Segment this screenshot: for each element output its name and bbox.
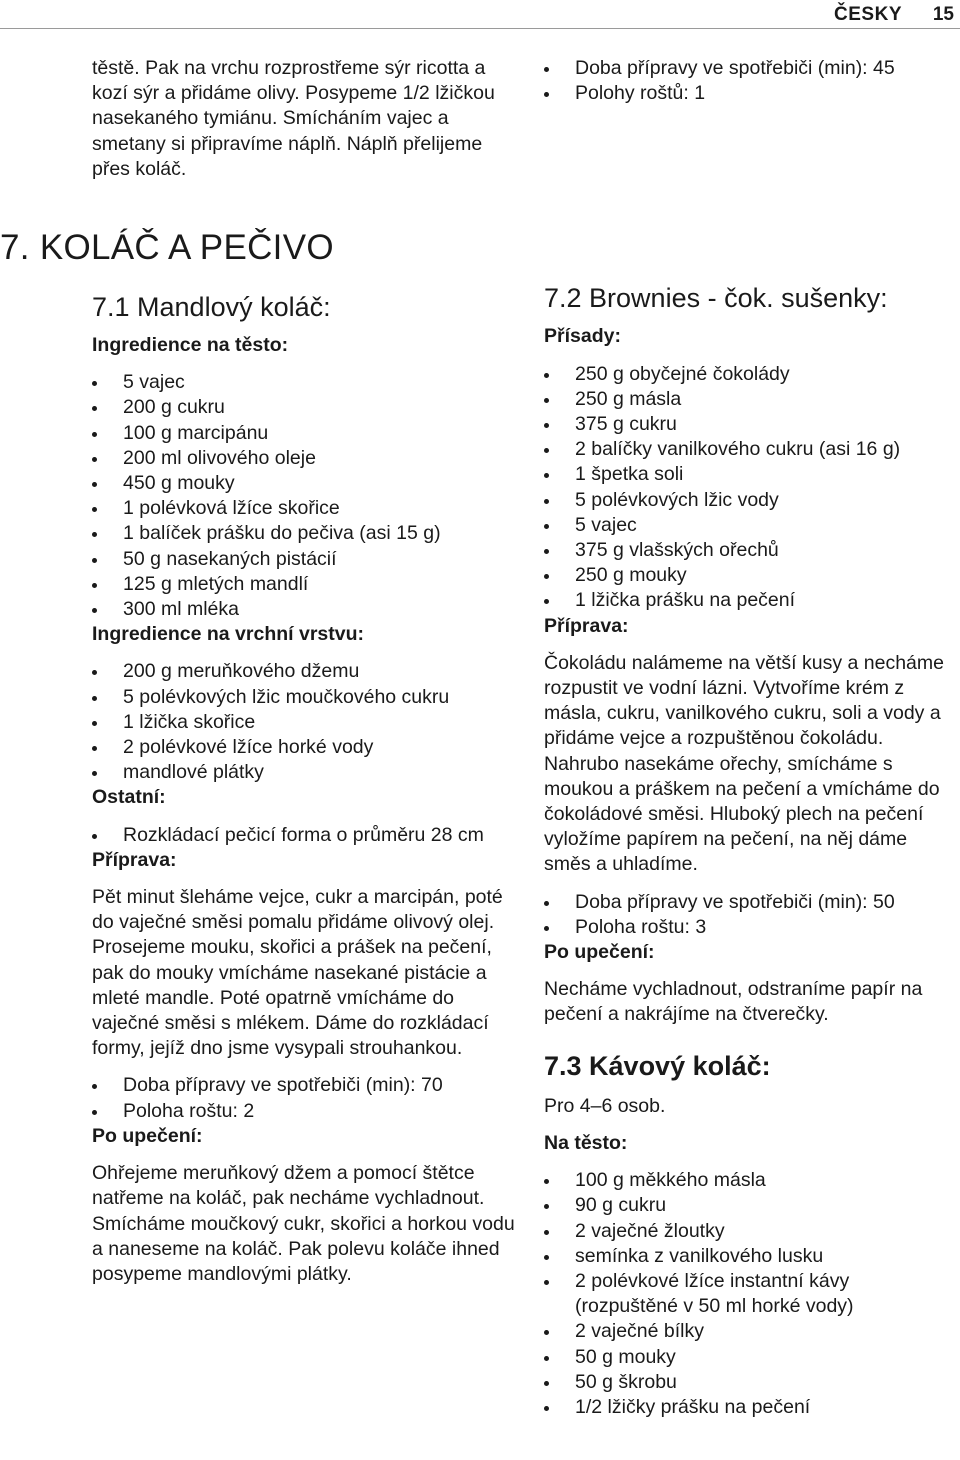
list-item [544, 1168, 956, 1193]
after-text-left: Ohřejeme meruňkový džem a pomocí štětce natřeme na koláč, pak necháme vychladnout. Smícháme moučkový cukr, skořici a horkou vodu a naneseme na koláč. Pak polevu koláče ihned posypeme mandlovými plátky. [92, 1162, 515, 1285]
after-heading-right: Po upečení: [544, 941, 655, 964]
list-item-text: 2 vaječné žloutky [575, 1219, 725, 1242]
top-settings-list [544, 56, 956, 106]
bullet-icon [544, 1230, 549, 1235]
bullet-icon [544, 524, 549, 529]
bullet-icon [544, 67, 549, 72]
list-item [92, 521, 517, 546]
list-item [544, 488, 956, 513]
bullet-icon [92, 771, 97, 776]
list-item-text: semínka z vanilkového lusku [575, 1244, 824, 1267]
list-item [544, 588, 956, 613]
right-column [544, 56, 956, 1420]
prep-heading-left: Příprava: [92, 848, 177, 871]
bullet-icon [544, 1330, 549, 1335]
list-item [92, 710, 517, 735]
list-item [544, 915, 956, 940]
section-title-mandlovy: 7.1 Mandlový koláč: [92, 292, 331, 322]
other-list [92, 823, 517, 848]
list-item-text: 2 polévkové lžíce instantní kávy (rozpuštěné v 50 ml horké vody) [575, 1269, 854, 1318]
list-item-text: 200 g meruňkového džemu [123, 660, 360, 683]
dough-heading: Ingredience na těsto: [92, 334, 289, 356]
topping-heading: Ingredience na vrchní vrstvu: [92, 623, 365, 646]
list-item [544, 1395, 956, 1420]
list-item [544, 412, 956, 437]
list-item [544, 1319, 956, 1344]
list-item-text: 1 lžička prášku na pečení [575, 589, 796, 612]
bullet-icon [92, 721, 97, 726]
list-item [92, 572, 517, 597]
bullet-icon [92, 834, 97, 839]
bullet-icon [92, 507, 97, 512]
list-item-text: 250 g mouky [575, 564, 687, 587]
list-item [544, 81, 956, 106]
list-item-text: 250 g obyčejné čokolády [575, 362, 790, 385]
settings-list-left [92, 1073, 517, 1123]
bullet-icon [92, 696, 97, 701]
list-item-text: 375 g cukru [575, 413, 677, 436]
bullet-icon [92, 532, 97, 537]
list-item [544, 1244, 956, 1269]
bullet-icon [92, 482, 97, 487]
bullet-icon [92, 608, 97, 613]
bullet-icon [92, 406, 97, 411]
list-item-text: 2 balíčky vanilkového cukru (asi 16 g) [575, 438, 901, 461]
list-item-text: Doba přípravy ve spotřebiči (min): 45 [575, 57, 895, 79]
bullet-icon [544, 599, 549, 604]
bullet-icon [544, 499, 549, 504]
list-item-text: 50 g mouky [575, 1345, 676, 1368]
list-item [544, 362, 956, 387]
list-item-text: 5 vajec [575, 513, 637, 536]
bullet-icon [92, 746, 97, 751]
list-item [544, 437, 956, 462]
list-item [92, 446, 517, 471]
list-item-text: Doba přípravy ve spotřebiči (min): 50 [575, 890, 895, 913]
list-item [92, 471, 517, 496]
list-item-text: 2 polévkové lžíce horké vody [123, 736, 374, 759]
list-item-text: 50 g škrobu [575, 1370, 677, 1393]
bullet-icon [92, 1110, 97, 1115]
after-heading-left: Po upečení: [92, 1124, 203, 1147]
intro-paragraph: těstě. Pak na vrchu rozprostřeme sýr ricotta a kozí sýr a přidáme olivy. Posypeme 1/2 lžičkou nasekaného tymiánu. Smícháním vajec a smetany si připravíme náplň. Náplň přelijeme přes koláč. [92, 57, 495, 180]
prep-text-left: Pět minut šleháme vejce, cukr a marcipán, poté do vaječné směsi pomalu přidáme olivový olej. Prosejeme mouku, skořici a prášek na pečení, pak do mouky vmícháme nasekané pistácie a mleté mandle. Poté opatrně vmícháme do vaječné směsi s mlékem. Dáme do rozkládací formy, jejíž dno jsme vysypali strouhankou. [92, 886, 503, 1060]
list-item [92, 370, 517, 395]
bullet-icon [544, 398, 549, 403]
page-header [0, 0, 960, 29]
list-item [92, 1073, 517, 1098]
list-item [92, 547, 517, 572]
bullet-icon [544, 549, 549, 554]
list-item-text: 250 g másla [575, 387, 682, 410]
list-item-text: 1 polévková lžíce skořice [123, 497, 340, 520]
bullet-icon [544, 92, 549, 97]
list-item-text: 450 g mouky [123, 472, 235, 495]
list-item-text: 1 lžička skořice [123, 710, 256, 733]
list-item-text: 100 g měkkého másla [575, 1169, 766, 1192]
bullet-icon [544, 373, 549, 378]
bullet-icon [92, 583, 97, 588]
bullet-icon [544, 448, 549, 453]
list-item [92, 735, 517, 760]
bullet-icon [92, 1084, 97, 1089]
list-item-text: 50 g nasekaných pistácií [123, 547, 337, 570]
ingredients-heading: Přísady: [544, 325, 621, 348]
list-item-text: Polohy roštů: 1 [575, 82, 706, 105]
bullet-icon [544, 1381, 549, 1386]
list-item [544, 890, 956, 915]
ingredients-list [544, 362, 956, 614]
list-item [92, 659, 517, 684]
bullet-icon [544, 1255, 549, 1260]
list-item-text: 5 polévkových lžic vody [575, 488, 779, 511]
list-item-text: 125 g mletých mandlí [123, 572, 309, 595]
bullet-icon [544, 423, 549, 428]
list-item-text: 375 g vlašských ořechů [575, 539, 779, 562]
bullet-icon [92, 558, 97, 563]
list-item-text: Rozkládací pečicí forma o průměru 28 cm [123, 823, 484, 846]
list-item [544, 387, 956, 412]
list-item-text: 100 g marcipánu [123, 421, 269, 444]
bullet-icon [92, 432, 97, 437]
topping-list [92, 659, 517, 785]
prep-text-right: Čokoládu nalámeme na větší kusy a necháme rozpustit ve vodní lázni. Vytvoříme krém z másla, cukru, vanilkového cukru, soli a vody a přidáme vejce a rozpuštěnou čokoládu. Nahrubo nasekáme ořechy, smícháme s moukou a práškem na pečení a vmícháme do čokoládové směsi. Hluboký plech na pečení vyložíme papírem na pečení, na něj dáme směs a uhladíme. [544, 651, 944, 876]
list-item [544, 538, 956, 563]
list-item [544, 1193, 956, 1218]
list-item [544, 513, 956, 538]
chapter-title: 7. KOLÁČ A PEČIVO [0, 228, 334, 267]
bullet-icon [544, 1406, 549, 1411]
list-item-text: Poloha roštu: 2 [123, 1099, 255, 1122]
list-item [92, 1099, 517, 1124]
list-item-text: 1 balíček prášku do pečiva (asi 15 g) [123, 522, 441, 545]
list-item [92, 421, 517, 446]
list-item [92, 760, 517, 785]
list-item-text: 200 ml olivového oleje [123, 446, 316, 469]
list-item [544, 56, 956, 81]
dough-list [92, 370, 517, 622]
list-item-text: Doba přípravy ve spotřebiči (min): 70 [123, 1074, 443, 1097]
list-item [92, 496, 517, 521]
bullet-icon [544, 1356, 549, 1361]
list-item-text: 1 špetka soli [575, 463, 684, 486]
list-item [544, 1219, 956, 1244]
bullet-icon [544, 1204, 549, 1209]
list-item [544, 1269, 956, 1319]
language-label: ČESKY [834, 4, 902, 25]
list-item [544, 1370, 956, 1395]
list-item [92, 395, 517, 420]
list-item-text: 300 ml mléka [123, 598, 239, 621]
list-item-text: 1/2 lžičky prášku na pečení [575, 1395, 811, 1418]
prep-heading-right: Příprava: [544, 614, 629, 637]
section-title-coffee: 7.3 Kávový koláč: [544, 1050, 771, 1081]
list-item-text: mandlové plátky [123, 761, 264, 784]
other-heading: Ostatní: [92, 786, 166, 809]
section-title-brownies: 7.2 Brownies - čok. sušenky: [544, 283, 888, 314]
page-number: 15 [932, 4, 954, 25]
list-item-text: 5 vajec [123, 371, 185, 394]
coffee-dough-heading: Na těsto: [544, 1131, 628, 1154]
bullet-icon [92, 457, 97, 462]
list-item [92, 685, 517, 710]
list-item [92, 823, 507, 848]
after-text-right: Necháme vychladnout, odstraníme papír na pečení a nakrájíme na čtverečky. [544, 978, 923, 1026]
bullet-icon [92, 381, 97, 386]
list-item [92, 597, 517, 622]
coffee-dough-list [544, 1168, 956, 1420]
bullet-icon [544, 574, 549, 579]
bullet-icon [544, 1179, 549, 1184]
list-item [544, 1345, 956, 1370]
list-item-text: 2 vaječné bílky [575, 1320, 704, 1343]
list-item [544, 563, 956, 588]
list-item-text: 5 polévkových lžic moučkového cukru [123, 685, 450, 708]
bullet-icon [544, 1280, 549, 1285]
left-column [0, 56, 517, 1287]
bullet-icon [92, 670, 97, 675]
list-item-text: 90 g cukru [575, 1194, 667, 1217]
settings-list-right [544, 890, 956, 940]
bullet-icon [544, 473, 549, 478]
bullet-icon [544, 926, 549, 931]
list-item-text: 200 g cukru [123, 396, 225, 419]
bullet-icon [544, 901, 549, 906]
list-item [544, 462, 956, 487]
servings-text: Pro 4–6 osob. [544, 1094, 666, 1117]
list-item-text: Poloha roštu: 3 [575, 915, 707, 938]
